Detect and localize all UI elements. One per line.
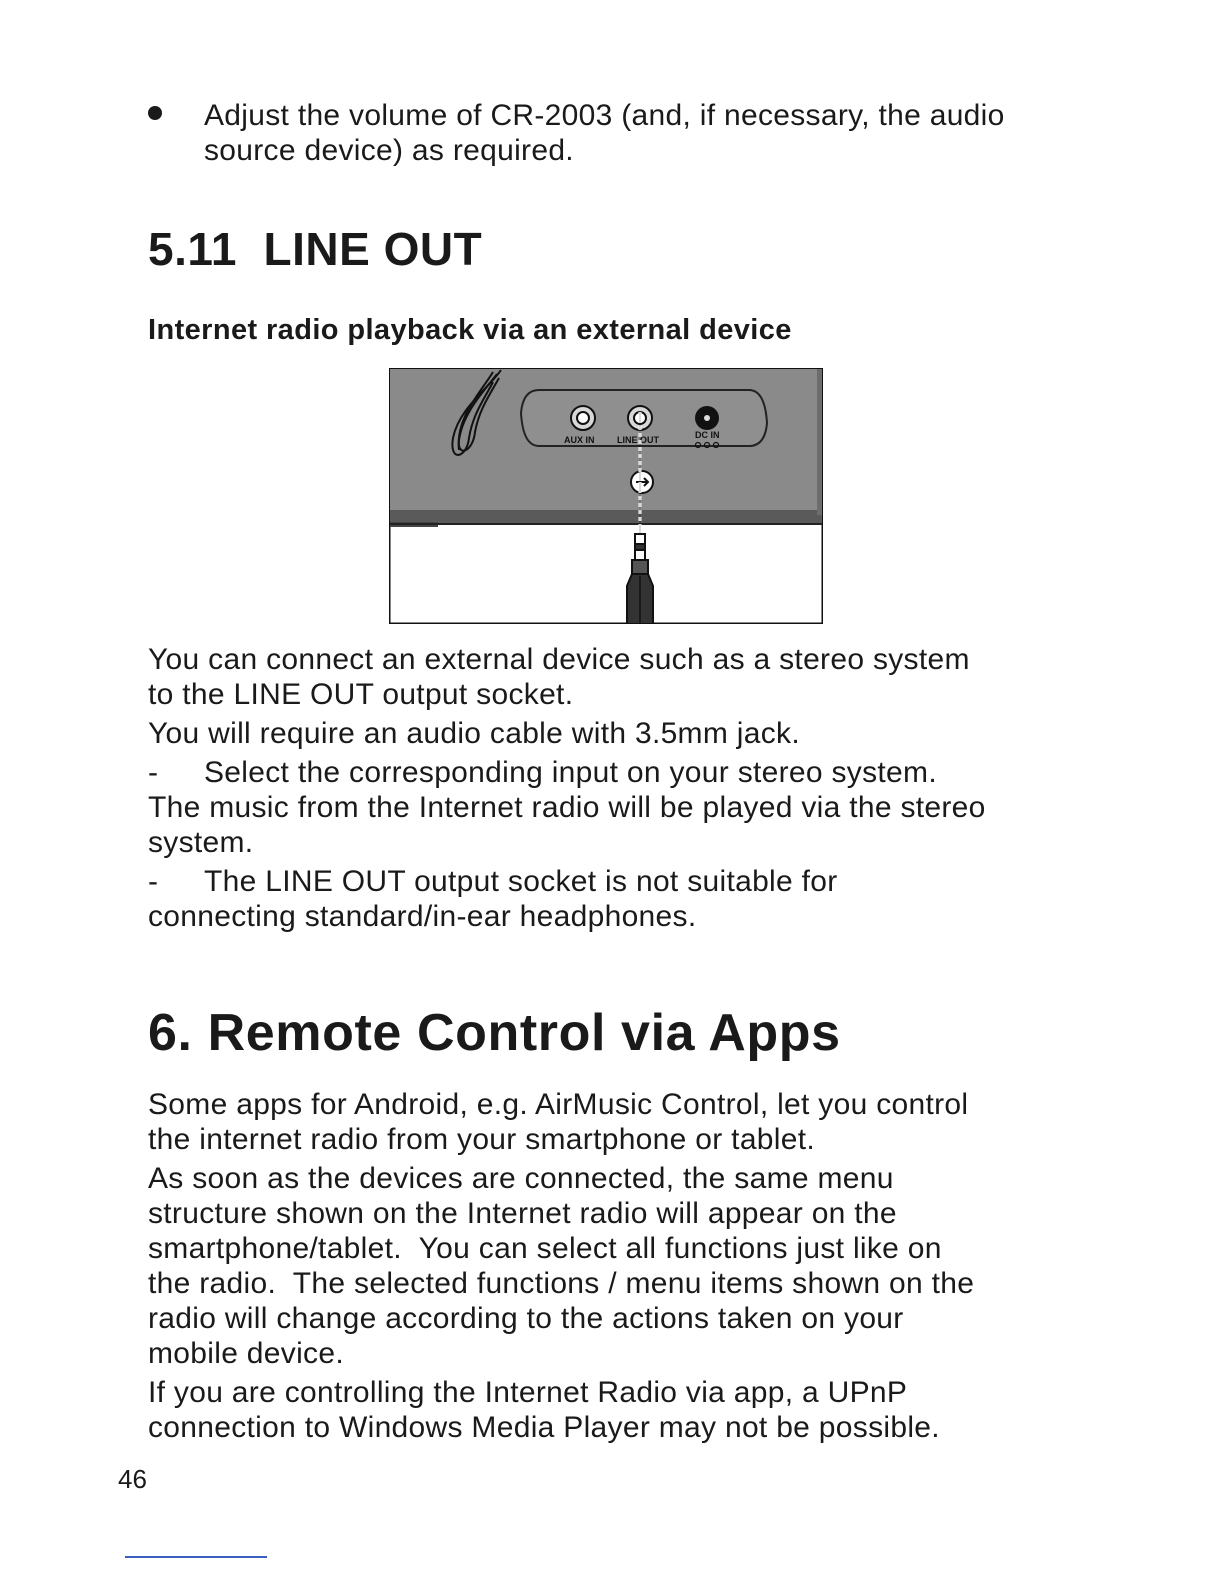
bullet-dot (148, 106, 162, 120)
text-line: connection to Windows Media Player may not be possible. (148, 1411, 940, 1444)
dash-marker: - (148, 865, 159, 898)
text-line: The music from the Internet radio will be played via the stereo (148, 791, 986, 824)
text-line: As soon as the devices are connected, the same menu (148, 1162, 894, 1195)
dc-in-socket-icon (695, 406, 719, 430)
text-line: smartphone/tablet. You can select all functions just like on (148, 1232, 942, 1265)
text-line: You will require an audio cable with 3.5mm jack. (148, 717, 800, 750)
line-out-label: LINE OUT (617, 435, 659, 445)
footer-divider (125, 1556, 267, 1558)
text-line: to the LINE OUT output socket. (148, 678, 574, 711)
text-line: system. (148, 826, 254, 859)
chapter-heading-remote-control: 6. Remote Control via Apps (148, 1004, 841, 1062)
text-line: Some apps for Android, e.g. AirMusic Control, let you control (148, 1088, 969, 1121)
line-out-figure (389, 368, 823, 624)
dash-item-text: Select the corresponding input on your stereo system. (204, 756, 937, 789)
text-line: the internet radio from your smartphone or tablet. (148, 1123, 816, 1156)
text-line: radio will change according to the actions taken on your (148, 1302, 904, 1335)
page-number: 46 (118, 1464, 147, 1494)
text-line: You can connect an external device such as a stereo system (148, 643, 970, 676)
dc-in-label: DC IN (695, 430, 720, 440)
dash-item (148, 755, 1148, 790)
bullet-text (204, 98, 1005, 168)
arrow-down-icon (631, 471, 653, 493)
text-line: If you are controlling the Internet Radio via app, a UPnP (148, 1376, 908, 1409)
section-heading-line-out: 5.11 LINE OUT (148, 223, 483, 275)
aux-in-socket-icon (571, 406, 595, 430)
text-line: the radio. The selected functions / menu items shown on the (148, 1267, 975, 1300)
dash-item (148, 864, 1148, 899)
line-out-description (148, 642, 1148, 934)
dash-marker: - (148, 756, 159, 789)
text-line: connecting standard/in-ear headphones. (148, 900, 697, 933)
aux-in-label: AUX IN (564, 435, 595, 445)
section-subheading: Internet radio playback via an external device (148, 314, 792, 346)
device-illustration (389, 368, 823, 624)
text-line: mobile device. (148, 1337, 344, 1370)
remote-control-description (148, 1087, 1148, 1445)
text-line: structure shown on the Internet radio will appear on the (148, 1197, 897, 1230)
bullet-line: source device) as required. (204, 134, 574, 167)
bullet-line: Adjust the volume of CR-2003 (and, if necessary, the audio (204, 99, 1005, 132)
dash-item-text: The LINE OUT output socket is not suitable for (204, 865, 838, 898)
